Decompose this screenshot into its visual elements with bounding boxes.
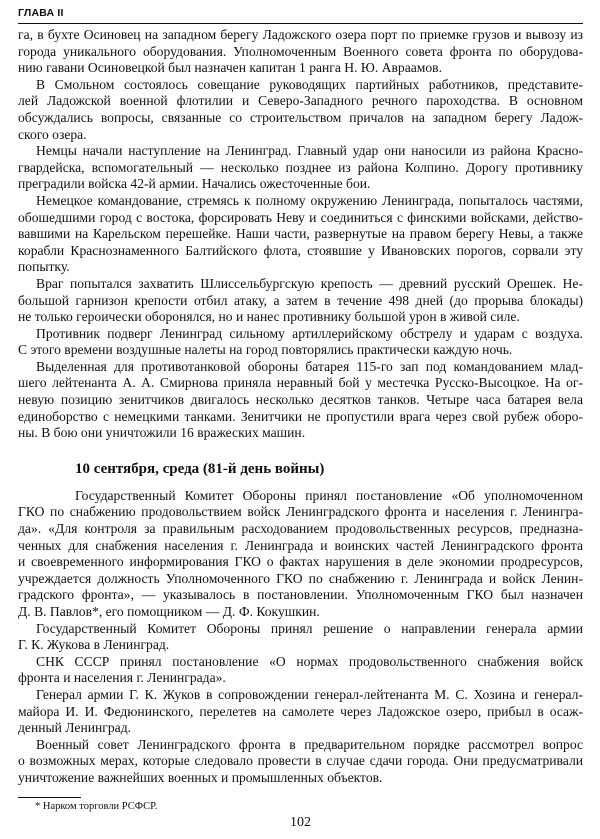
text-line: обсуждались вопросы, связанные со строительством причалов на западном берегу Ладож-	[18, 109, 583, 125]
text-line: СНК СССР принял постановление «О нормах продовольственного снабжения войск	[36, 653, 583, 669]
paragraph	[18, 687, 583, 737]
text-line: майора И. И. Федюнинского, перелетев на самолете через Ладожское озеро, прибыл в осаж-	[18, 703, 583, 719]
text-line: большой гарнизон крепости отбил атаку, а затем в течение 498 дней (до прорыва блокады)	[18, 292, 583, 308]
text-line: единоборство с немецкими танками. Зенитчики не пропустили врага через свой рубеж оборо-	[18, 408, 583, 424]
text-line: вавшими на Карельском перешейке. Наши части, развернутые на правом берегу Невы, а также	[18, 226, 583, 242]
paragraph	[18, 326, 583, 359]
footnote-rule	[18, 797, 81, 798]
text-line: Г. К. Жукова в Ленинград.	[18, 637, 170, 653]
text-line: корабли Краснознаменного Балтийского флота, стоявшие у Ивановских порогов, сорвали эту	[18, 242, 583, 258]
text-line: Враг попытался захватить Шлиссельбургскую крепость — древний русский Орешек. Не-	[36, 275, 583, 291]
text-line: не только героически оборонялся, но и нанес противнику большой урон в живой силе.	[18, 309, 520, 325]
text-line: шего лейтенанта А. А. Смирнова приняла неравный бой у местечка Русско-Высоцкое. На ог-	[18, 375, 583, 391]
text-line: Выделенная для противотанковой обороны батарея 115-го зап под командованием млад-	[36, 358, 583, 374]
text-line: Д. В. Павлов*, его помощником — Д. Ф. Кокушкин.	[18, 604, 320, 619]
text-line: и своевременного информирования ГКО о фактах нарушения в деле экономии продресурсов,	[18, 554, 583, 570]
text-line: Государственный Комитет Обороны принял постановление «Об уполномоченном	[75, 487, 583, 503]
text-line: Немецкое командование, стремясь к полному окружению Ленинграда, попыталось частями,	[36, 192, 583, 208]
text-line: ны. В бою они уничтожили 16 вражеских машин.	[18, 425, 306, 441]
text-line: С этого времени воздушные налеты на город повторялись практически каждую ночь.	[18, 342, 513, 358]
text-line: градского фронта», — указывалось в постановлении. Уполномоченным ГКО был назначен	[18, 587, 583, 603]
header-rule	[18, 23, 583, 24]
paragraph	[18, 488, 583, 621]
text-line: Государственный Комитет Обороны принял решение о направлении генерала армии	[36, 620, 583, 636]
section-2-body	[18, 488, 583, 787]
footnote: * Нарком торговли РСФСР.	[35, 800, 158, 812]
text-line: Генерал армии Г. К. Жуков в сопровождении генерал-лейтенанта М. С. Хозина и генерал-	[36, 686, 583, 702]
page-number: 102	[290, 814, 311, 830]
paragraph	[18, 654, 583, 687]
paragraph	[18, 27, 583, 77]
text-line: Противник подверг Ленинград сильному артиллерийскому обстрелу и ударам с воздуха.	[36, 325, 583, 341]
text-line: уничтожение важнейших военных и промышленных объектов.	[18, 769, 383, 785]
text-line: учреждается должность Уполномоченного ГКО по снабжению г. Ленинграда и войск Ленин-	[18, 570, 583, 586]
paragraph	[18, 77, 583, 143]
paragraph	[18, 276, 583, 326]
text-line: гвардейска, вспомогательный — несколько позднее из района Колпино. Дорогу противнику	[18, 159, 583, 175]
paragraph	[18, 737, 583, 787]
text-line: невую позицию зенитчиков двигалось несколько десятков танков. Четыре часа батарея вела	[18, 392, 583, 408]
paragraph	[18, 359, 583, 442]
text-line: га, в бухте Осиновец на западном берегу Ладожского озера порт по приемке грузов и вывозу из	[18, 27, 583, 42]
text-line: попытку.	[18, 259, 70, 275]
text-line: города уникального оборудования. Уполномоченным Военного совета фронта по оборудова-	[18, 43, 583, 59]
text-line: о возможных мерах, которые следовало провести в случае сдачи города. Они предусматривали	[18, 753, 583, 769]
chapter-header: ГЛАВА II	[18, 7, 64, 19]
paragraph	[18, 621, 583, 654]
text-line: ГКО по снабжению продовольствием войск Ленинградского фронта и населения г. Ленингра-	[18, 504, 583, 520]
paragraph	[18, 143, 583, 193]
text-line: обошедшими город с востока, форсировать Неву и соединиться с финскими войсками, действо-	[18, 209, 583, 225]
text-line: В Смольном состоялось совещание руководящих партийных работников, представите-	[36, 76, 583, 92]
text-line: денный Ленинград.	[18, 720, 132, 736]
text-line: ченных для снабжения населения г. Ленинграда и воинских частей Ленинградского фронта	[18, 537, 583, 553]
paragraph	[18, 193, 583, 276]
date-heading: 10 сентября, среда (81-й день войны)	[75, 460, 325, 477]
section-1-body	[18, 27, 583, 442]
text-line: фронта и населения г. Ленинграда».	[18, 670, 226, 686]
text-line: преградили войска 42-й армии. Начались ожесточенные бои.	[18, 176, 371, 192]
text-line: нию гавани Осиновецкой был назначен капитан 1 ранга Н. Ю. Авраамов.	[18, 60, 443, 76]
text-line: лей Ладожской военной флотилии и Северо-Западного речного пароходства. В основном	[18, 93, 583, 109]
text-line: ского озера.	[18, 126, 87, 142]
text-line: да». «Для контроля за правильным расходованием продовольственных ресурсов, предназна-	[18, 521, 583, 537]
text-line: Военный совет Ленинградского фронта в предварительном порядке рассмотрел вопрос	[36, 736, 583, 752]
text-line: Немцы начали наступление на Ленинград. Главный удар они наносили из района Красно-	[36, 143, 583, 159]
